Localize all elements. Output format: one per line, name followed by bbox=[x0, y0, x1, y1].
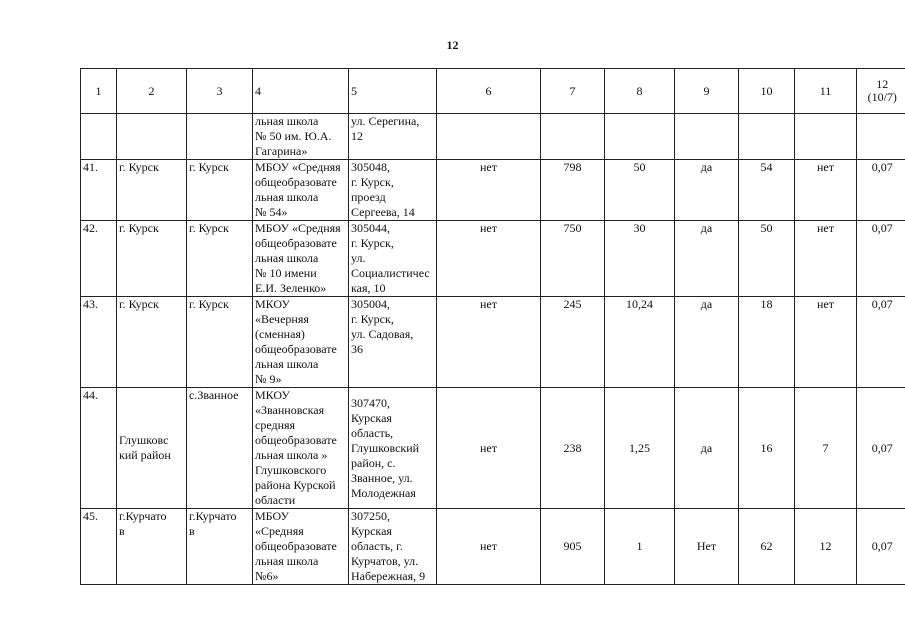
cell-10: 62 bbox=[739, 509, 795, 585]
cell-12: 0,07 bbox=[857, 388, 905, 509]
address-cell: 307470, Курская область, Глушковский район, с. Званное, ул. Молодежная bbox=[349, 388, 437, 509]
row-number-cell: 44. bbox=[81, 388, 117, 509]
cell-6: нет bbox=[437, 297, 541, 388]
cell-6: нет bbox=[437, 160, 541, 221]
cell-11: 12 bbox=[795, 509, 857, 585]
table-row bbox=[81, 114, 905, 160]
cell-10: 16 bbox=[739, 388, 795, 509]
cell-8 bbox=[605, 114, 675, 160]
cell-7: 245 bbox=[541, 297, 605, 388]
cell-9: да bbox=[675, 388, 739, 509]
schools-table bbox=[80, 68, 905, 585]
table-row bbox=[81, 509, 905, 585]
cell-12: 0,07 bbox=[857, 221, 905, 297]
locality-cell: с.Званное bbox=[187, 388, 253, 509]
cell-12: 0,07 bbox=[857, 297, 905, 388]
address-cell: 305048, г. Курск, проезд Сергеева, 14 bbox=[349, 160, 437, 221]
school-name-cell: льная школа № 50 им. Ю.А. Гагарина» bbox=[253, 114, 349, 160]
page-number: 12 bbox=[446, 38, 459, 52]
cell-7: 238 bbox=[541, 388, 605, 509]
cell-8: 10,24 bbox=[605, 297, 675, 388]
locality-cell: г. Курск bbox=[187, 221, 253, 297]
cell-10: 50 bbox=[739, 221, 795, 297]
table-header-row bbox=[81, 69, 905, 114]
cell-9: Нет bbox=[675, 509, 739, 585]
header-cell: 11 bbox=[795, 69, 857, 114]
cell-8: 1,25 bbox=[605, 388, 675, 509]
table-row bbox=[81, 160, 905, 221]
header-cell: 9 bbox=[675, 69, 739, 114]
school-name-cell: МБОУ «Средняя общеобразовате льная школа № 54» bbox=[253, 160, 349, 221]
region-cell bbox=[117, 114, 187, 160]
cell-10 bbox=[739, 114, 795, 160]
table-row bbox=[81, 221, 905, 297]
region-cell: г. Курск bbox=[117, 221, 187, 297]
row-number-cell bbox=[81, 114, 117, 160]
cell-11: нет bbox=[795, 221, 857, 297]
header-cell: 7 bbox=[541, 69, 605, 114]
locality-cell bbox=[187, 114, 253, 160]
cell-8: 1 bbox=[605, 509, 675, 585]
row-number-cell: 42. bbox=[81, 221, 117, 297]
cell-9: да bbox=[675, 221, 739, 297]
cell-11: нет bbox=[795, 297, 857, 388]
cell-12 bbox=[857, 114, 905, 160]
locality-cell: г. Курск bbox=[187, 160, 253, 221]
school-name-cell: МБОУ «Средняя общеобразовате льная школа №6» bbox=[253, 509, 349, 585]
row-number-cell: 43. bbox=[81, 297, 117, 388]
cell-12: 0,07 bbox=[857, 509, 905, 585]
cell-12: 0,07 bbox=[857, 160, 905, 221]
cell-6: нет bbox=[437, 221, 541, 297]
locality-cell: г.Курчато в bbox=[187, 509, 253, 585]
cell-6 bbox=[437, 114, 541, 160]
row-number-cell: 45. bbox=[81, 509, 117, 585]
school-name-cell: МКОУ «Вечерняя (сменная) общеобразовате льная школа № 9» bbox=[253, 297, 349, 388]
cell-9: да bbox=[675, 297, 739, 388]
cell-8: 30 bbox=[605, 221, 675, 297]
cell-6: нет bbox=[437, 509, 541, 585]
region-cell: Глушковс кий район bbox=[117, 388, 187, 509]
school-name-cell: МБОУ «Средняя общеобразовате льная школа № 10 имени Е.И. Зеленко» bbox=[253, 221, 349, 297]
cell-8: 50 bbox=[605, 160, 675, 221]
cell-11: 7 bbox=[795, 388, 857, 509]
region-cell: г. Курск bbox=[117, 160, 187, 221]
cell-9 bbox=[675, 114, 739, 160]
header-cell: 3 bbox=[187, 69, 253, 114]
locality-cell: г. Курск bbox=[187, 297, 253, 388]
cell-7: 905 bbox=[541, 509, 605, 585]
table-row bbox=[81, 297, 905, 388]
header-cell: 1 bbox=[81, 69, 117, 114]
cell-10: 54 bbox=[739, 160, 795, 221]
region-cell: г. Курск bbox=[117, 297, 187, 388]
header-cell: 6 bbox=[437, 69, 541, 114]
header-cell: 4 bbox=[253, 69, 349, 114]
header-cell: 5 bbox=[349, 69, 437, 114]
address-cell: ул. Серегина, 12 bbox=[349, 114, 437, 160]
header-cell: 2 bbox=[117, 69, 187, 114]
cell-7: 798 bbox=[541, 160, 605, 221]
row-number-cell: 41. bbox=[81, 160, 117, 221]
header-cell: 12 (10/7) bbox=[857, 69, 905, 114]
table-row bbox=[81, 388, 905, 509]
school-name-cell: МКОУ «Званновская средняя общеобразовате льная школа » Глушковского района Курской области bbox=[253, 388, 349, 509]
cell-6: нет bbox=[437, 388, 541, 509]
region-cell: г.Курчато в bbox=[117, 509, 187, 585]
cell-7: 750 bbox=[541, 221, 605, 297]
address-cell: 307250, Курская область, г. Курчатов, ул. Набережная, 9 bbox=[349, 509, 437, 585]
cell-7 bbox=[541, 114, 605, 160]
cell-11: нет bbox=[795, 160, 857, 221]
address-cell: 305004, г. Курск, ул. Садовая, 36 bbox=[349, 297, 437, 388]
header-cell: 10 bbox=[739, 69, 795, 114]
cell-11 bbox=[795, 114, 857, 160]
cell-10: 18 bbox=[739, 297, 795, 388]
cell-9: да bbox=[675, 160, 739, 221]
address-cell: 305044, г. Курск, ул. Социалистичес кая, 10 bbox=[349, 221, 437, 297]
header-cell: 8 bbox=[605, 69, 675, 114]
